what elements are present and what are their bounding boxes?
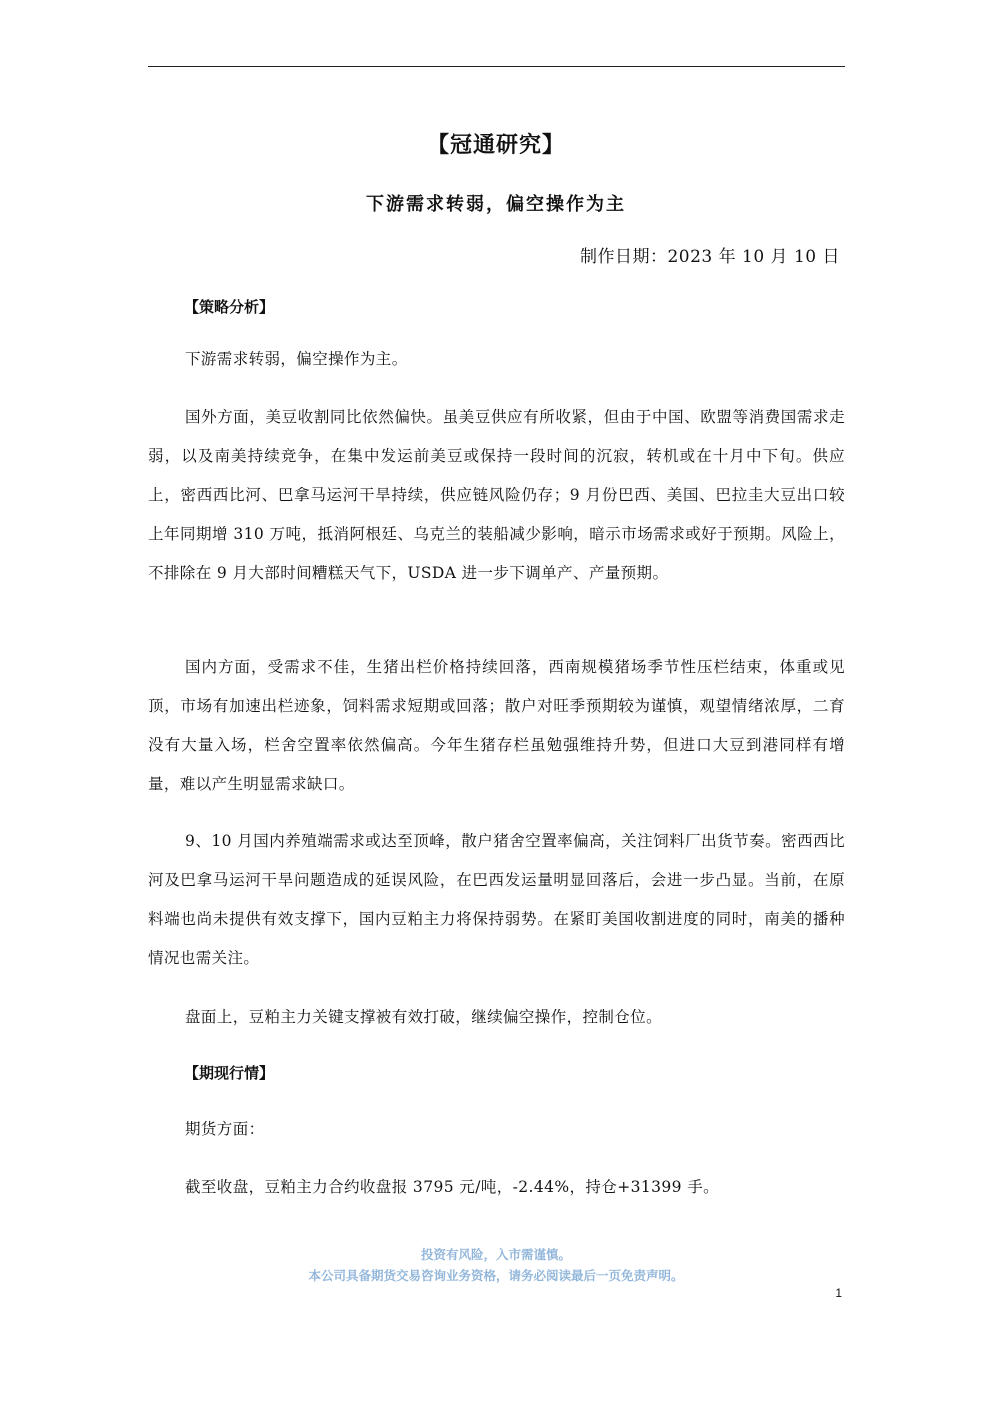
section-heading-strategy: 【策略分析】 [184, 298, 275, 316]
strategy-paragraph-5: 盘面上，豆粕主力关键支撑被有效打破，继续偏空操作，控制仓位。 [185, 1008, 663, 1026]
strategy-paragraph-2: 国外方面，美豆收割同比依然偏快。虽美豆供应有所收紧，但由于中国、欧盟等消费国需求走弱，以及南美持续竞争，在集中发运前美豆或保持一段时间的沉寂，转机或在十月中下旬。供应上，密西西比河、巴拿马运河干旱持续，供应链风险仍存；9 月份巴西、美国、巴拉圭大豆出口较上年同期增 310 万吨，抵消阿根廷、乌克兰的装船减少影响，暗示市场需求或好于预期。风险上，不排除在 9 月大部时间糟糕天气下，USDA 进一步下调单产、产量预期。 [148, 408, 845, 582]
market-paragraph-1: 期货方面： [185, 1120, 265, 1138]
strategy-paragraph-3: 国内方面，受需求不佳，生猪出栏价格持续回落，西南规模猪场季节性压栏结束，体重或见顶，市场有加速出栏迹象，饲料需求短期或回落；散户对旺季预期较为谨慎，观望情绪浓厚，二育没有大量入场，栏舍空置率依然偏高。今年生猪存栏虽勉强维持升势，但进口大豆到港同样有增量，难以产生明显需求缺口。 [148, 658, 845, 793]
page-number: 1 [835, 1286, 842, 1300]
market-paragraph-2: 截至收盘，豆粕主力合约收盘报 3795 元/吨，-2.44%，持仓+31399 手。 [185, 1178, 720, 1196]
header-rule [148, 66, 845, 67]
footer-disclaimer: 本公司具备期货交易咨询业务资格，请务必阅读最后一页免责声明。 [308, 1268, 684, 1283]
strategy-paragraph-1: 下游需求转弱，偏空操作为主。 [185, 350, 408, 368]
report-title: 【冠通研究】 [426, 133, 565, 158]
strategy-paragraph-4: 9、10 月国内养殖端需求或达至顶峰，散户猪舍空置率偏高，关注饲料厂出货节奏。密西西比河及巴拿马运河干旱问题造成的延误风险，在巴西发运量明显回落后，会进一步凸显。当前，在原料端也尚未提供有效支撑下，国内豆粕主力将保持弱势。在紧盯美国收割进度的同时，南美的播种情况也需关注。 [148, 832, 845, 967]
report-date: 制作日期：2023 年 10 月 10 日 [579, 247, 840, 267]
footer-risk-warning: 投资有风险，入市需谨慎。 [420, 1247, 571, 1262]
report-subtitle: 下游需求转弱，偏空操作为主 [366, 194, 626, 215]
section-heading-market: 【期现行情】 [184, 1064, 275, 1082]
